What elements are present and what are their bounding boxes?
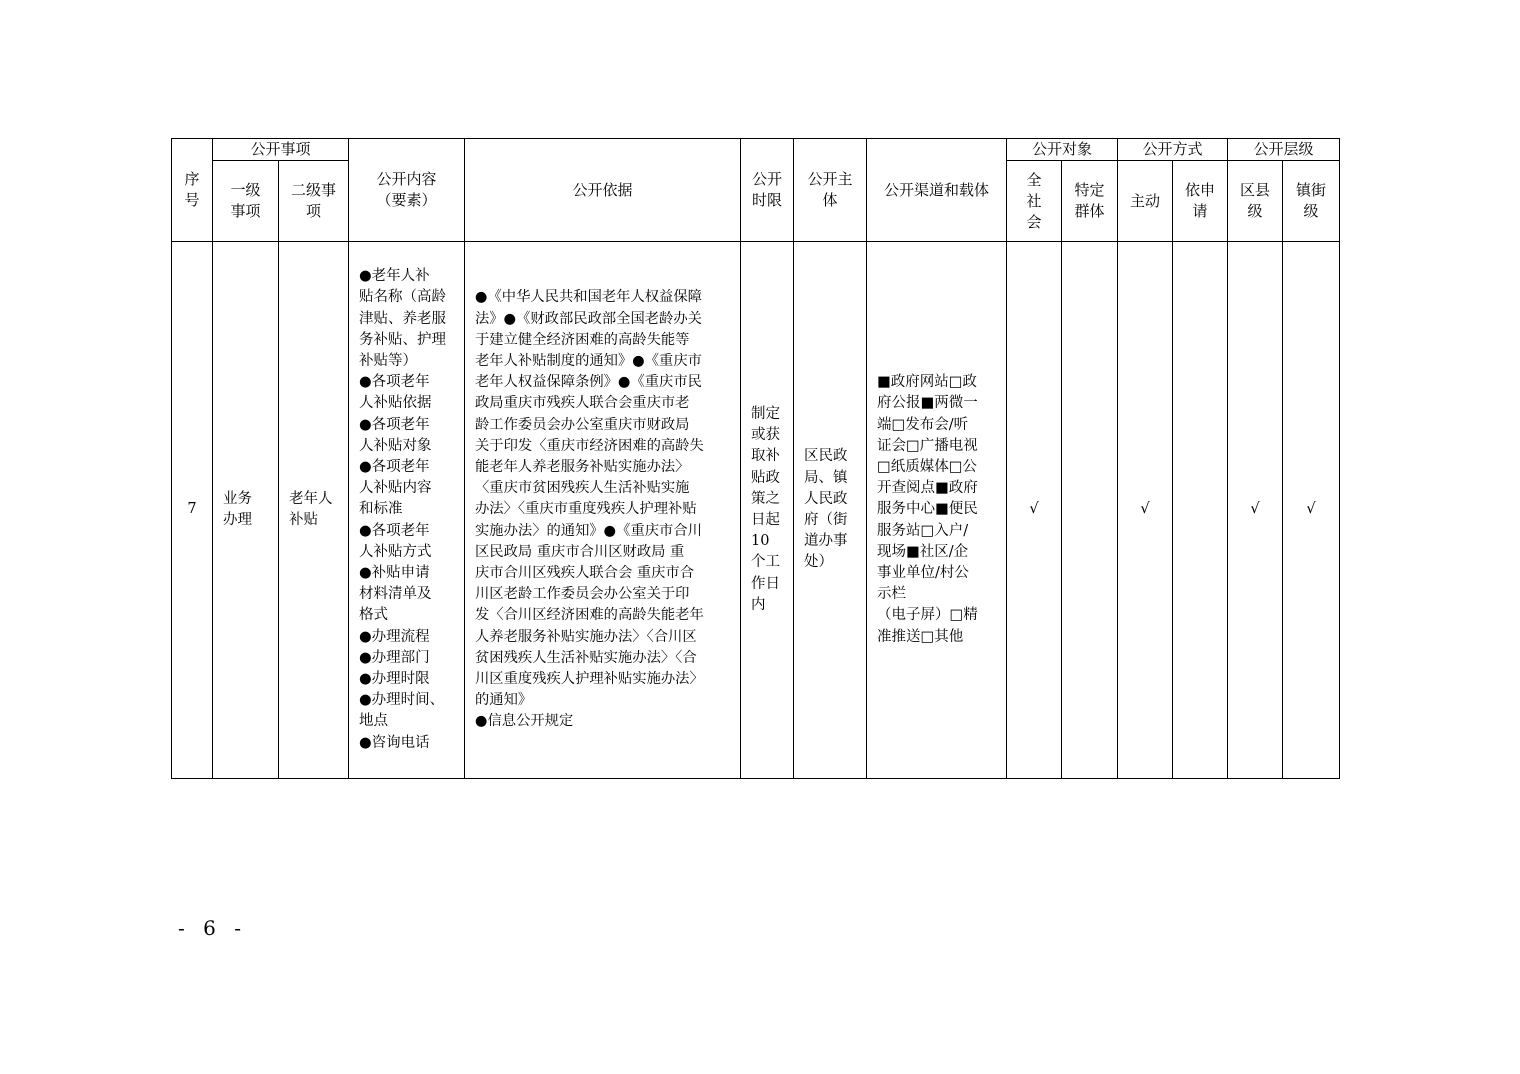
cell-level-county-check: √ (1228, 242, 1283, 779)
header-time-limit-text: 公开时限 (752, 170, 783, 209)
header-level-town (1283, 161, 1340, 242)
basis-line: 区民政局 重庆市合川区财政局 重 (475, 543, 685, 560)
content-line: ●补贴申请 (359, 565, 430, 581)
basis-line: 庆市合川区残疾人联合会 重庆市合 (475, 565, 695, 581)
channel-line: □纸质媒体□公 (877, 458, 977, 475)
channel-line: ■政府网站□政 (877, 374, 977, 391)
disclosure-table (171, 138, 1340, 779)
cell-target-group-check (1062, 242, 1118, 779)
content-line: 人补贴内容 (359, 480, 432, 497)
basis-line: 人养老服务补贴实施办法〉〈合川区 (475, 628, 697, 645)
content-line: 材料清单及 (359, 586, 432, 603)
header-level2-text: 二级事项 (291, 181, 337, 220)
header-subject-text: 公开主体 (807, 170, 853, 209)
content-line: 人补贴方式 (359, 543, 432, 560)
content-line: ●办理部门 (359, 649, 430, 666)
content-line: ●各项老年 (359, 416, 430, 433)
table-row (172, 242, 1340, 779)
header-target-group-text: 特定群体 (1074, 181, 1105, 220)
basis-line: 法》●《财政部民政部全国老龄办关 (475, 310, 702, 327)
content-line: ●办理时限 (359, 671, 430, 688)
time-limit-line: 或获 (751, 427, 781, 444)
time-limit-line: 取补 (751, 448, 781, 465)
header-target-group (1062, 161, 1118, 242)
cell-basis (465, 242, 741, 779)
basis-line: 发〈合川区经济困难的高龄失能老年 (475, 607, 704, 624)
content-line: ●各项老年 (359, 458, 430, 475)
basis-line: 政局重庆市残疾人联合会重庆市老 (475, 395, 690, 412)
cell-level2 (279, 242, 349, 779)
time-limit-line: 日起 (751, 512, 781, 528)
header-method-apply (1173, 161, 1228, 242)
cell-time-limit (741, 242, 794, 779)
content-line: 补贴等） (359, 352, 418, 369)
basis-line: 龄工作委员会办公室重庆市财政局 (475, 416, 690, 433)
page-number: - 6 - (178, 916, 247, 940)
cell-level-town-check: √ (1283, 242, 1340, 779)
channel-line: 府公报■两微一 (877, 395, 978, 412)
channel-line: 准推送□其他 (877, 628, 964, 645)
cell-level1-text: 业务办理 (223, 490, 252, 528)
subject-line: 府（街 (804, 512, 848, 528)
content-line: ●老年人补 (359, 268, 430, 285)
channel-line: 事业单位/村公 (877, 565, 969, 581)
content-line: 贴名称（高龄 (359, 289, 447, 306)
basis-line: 川区重度残疾人护理补贴实施办法〉 (475, 671, 704, 688)
time-limit-line: 内 (751, 596, 766, 613)
cell-channel (867, 242, 1007, 779)
header-subject (794, 139, 867, 242)
cell-method-active-check: √ (1118, 242, 1173, 779)
basis-line: 关于印发〈重庆市经济困难的高龄失 (475, 437, 704, 454)
content-line: ●办理流程 (359, 628, 430, 645)
header-channel: 公开渠道和载体 (867, 139, 1007, 242)
header-content-text: 公开内容（要素） (376, 170, 437, 209)
content-line: ●咨询电话 (359, 734, 430, 751)
basis-line: 实施办法〉的通知》●《重庆市合川 (475, 522, 702, 539)
cell-seq: 7 (172, 242, 213, 779)
channel-line: 服务中心■便民 (877, 501, 978, 518)
basis-line: 能老年人养老服务补贴实施办法〉 (475, 458, 690, 475)
content-line: ●各项老年 (359, 374, 430, 391)
basis-line: 于建立健全经济困难的高龄失能等 (475, 331, 690, 348)
cell-method-apply-check (1173, 242, 1228, 779)
header-public-items: 公开事项 (213, 139, 349, 161)
basis-line: 办法〉〈重庆市重度残疾人护理补贴 (475, 501, 697, 518)
content-line: 务补贴、护理 (359, 331, 447, 348)
header-level-town-text: 镇街级 (1296, 181, 1327, 220)
channel-line: 端□发布会/听 (877, 416, 969, 433)
cell-level1 (213, 242, 279, 779)
subject-line: 区民政 (804, 448, 848, 465)
subject-line: 局、镇 (804, 469, 848, 486)
cell-content (349, 242, 465, 779)
header-level2 (279, 161, 349, 242)
time-limit-line: 个工 (751, 554, 781, 571)
basis-line: ●《中华人民共和国老年人权益保障 (475, 289, 702, 306)
cell-target-all-check: √ (1007, 242, 1062, 779)
content-line: 格式 (359, 607, 389, 624)
header-seq (172, 139, 213, 242)
basis-line: ●信息公开规定 (475, 713, 574, 730)
basis-line: 的通知》 (475, 692, 533, 709)
basis-line: 贫困残疾人生活补贴实施办法〉〈合 (475, 649, 697, 666)
header-level-county-text: 区县级 (1240, 181, 1271, 220)
content-line: 人补贴依据 (359, 395, 432, 412)
channel-line: （电子屏）□精 (877, 607, 978, 624)
basis-line: 老年人权益保障条例》●《重庆市民 (475, 374, 702, 391)
header-target-all (1007, 161, 1062, 242)
header-content (349, 139, 465, 242)
header-seq-text: 序号 (184, 170, 200, 209)
header-method-active: 主动 (1118, 161, 1173, 242)
basis-line: 老年人补贴制度的通知》●《重庆市 (475, 352, 702, 369)
content-line: 津贴、养老服 (359, 310, 447, 327)
header-level1-text: 一级事项 (230, 181, 261, 220)
basis-line: 川区老龄工作委员会办公室关于印 (475, 586, 690, 603)
content-line: ●办理时间、 (359, 692, 445, 709)
time-limit-line: 制定 (751, 405, 781, 422)
header-method-apply-text: 依申请 (1185, 181, 1216, 220)
time-limit-line: 作日 (751, 575, 781, 592)
channel-line: 开查阅点■政府 (877, 480, 978, 497)
channel-line: 示栏 (877, 586, 907, 603)
content-line: ●各项老年 (359, 522, 430, 539)
header-target: 公开对象 (1007, 139, 1118, 161)
header-level-county (1228, 161, 1283, 242)
content-line: 和标准 (359, 501, 403, 518)
subject-line: 人民政 (804, 490, 848, 507)
header-basis: 公开依据 (465, 139, 741, 242)
channel-line: 服务站□入户/ (877, 522, 969, 539)
cell-subject (794, 242, 867, 779)
header-target-all-text: 全社会 (1026, 170, 1042, 231)
content-line: 地点 (359, 713, 389, 730)
subject-line: 处） (804, 554, 834, 571)
content-line: 人补贴对象 (359, 437, 432, 454)
time-limit-line: 贴政 (751, 469, 781, 486)
basis-line: 〈重庆市贫困残疾人生活补贴实施 (475, 480, 690, 497)
header-time-limit (741, 139, 794, 242)
cell-level2-text: 老年人补贴 (289, 490, 333, 528)
header-level1 (213, 161, 279, 242)
time-limit-line: 策之 (751, 490, 781, 507)
time-limit-line: 10 (751, 533, 770, 550)
channel-line: 证会□广播电视 (877, 437, 978, 454)
subject-line: 道办事 (804, 533, 848, 550)
channel-line: 现场■社区/企 (877, 543, 969, 560)
header-method: 公开方式 (1118, 139, 1228, 161)
header-level: 公开层级 (1228, 139, 1340, 161)
